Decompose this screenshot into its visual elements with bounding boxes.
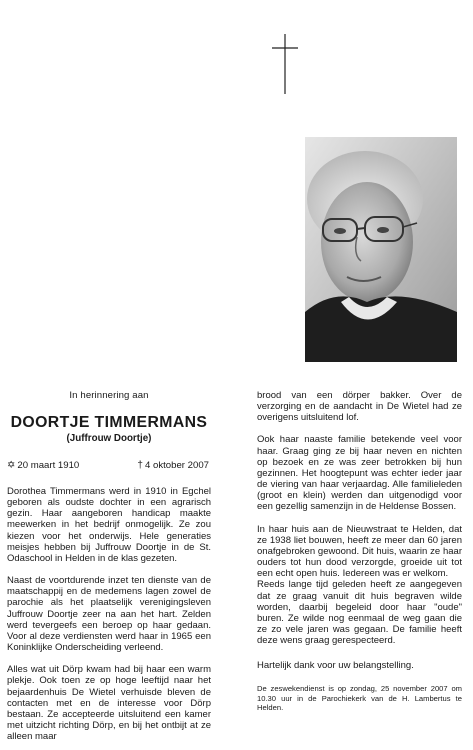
- portrait-image: [305, 137, 457, 362]
- left-column: [7, 390, 211, 742]
- dates-row: [7, 460, 211, 471]
- death-date: [137, 460, 209, 471]
- star-icon: ✡: [7, 460, 16, 471]
- birth-date: [7, 460, 79, 471]
- intro-text: In herinnering aan: [69, 390, 149, 401]
- paragraph: In haar huis aan de Nieuwstraat te Helden, dat ze 1938 liet bouwen, heeft ze meer dan 60 jaren onafgebroken gewoond. Dit huis, waarin ze haar ouders tot hun dood verzorgde, groeide uit tot een echt open huis. Iedereen was er welkom.: [257, 523, 462, 580]
- death-date-text: 4 oktober 2007: [144, 460, 209, 471]
- nickname: (Juffrouw Doortje): [66, 433, 152, 444]
- right-column: [257, 390, 462, 713]
- paragraph: Dorothea Timmermans werd in 1910 in Egchel geboren als oudste dochter in een agrarisch gezin. Haar aangeboren handicap maakte meewerken in het bedrijf onmogelijk. Ze zou kiezen voor het onderwijs. Hele generaties meisjes hebben bij Juffrouw Doortje in de St. Odaschool in Helden in de klas gezeten.: [7, 486, 211, 564]
- cross-icon: [270, 34, 300, 94]
- paragraph: Reeds lange tijd geleden heeft ze aangegeven dat ze graag vanuit dit huis begraven wilde worden, daarbij begeleid door haar "oude" buren. Ze wilde nog eenmaal de weg gaan die ze zo vele jaren was gegaan. De familie heeft deze wens graag gerespecteerd.: [257, 579, 462, 647]
- deceased-name: DOORTJE TIMMERMANS: [10, 414, 208, 431]
- service-note: De zeswekendienst is op zondag, 25 november 2007 om 10.30 uur in de Parochiekerk van de H. Lambertus te Helden.: [257, 684, 462, 713]
- paragraph: Ook haar naaste familie betekende veel voor haar. Graag ging ze bij haar neven en nichten op bezoek en ze was zeer betrokken bij hun gezinnen. Het hoogtepunt was echter ieder jaar de viering van haar verjaardag. Alle familieleden (groot en klein) werden dan uitgenodigd voor een gezellig samenzijn in de Heldense Bossen.: [257, 434, 462, 513]
- portrait-photo: [305, 137, 457, 362]
- paragraph: Naast de voortdurende inzet ten dienste van de maatschappij en de medemens lagen zowel de parochie als het plaatselijk verenigingsleven Juffrouw Doortje zeer na aan het hart. Zelden werd tevergeefs een beroep op haar gedaan. Voor al deze verdiensten werd haar in 1965 een Koninklijke Onderscheiding verleend.: [7, 575, 211, 654]
- birth-date-text: 20 maart 1910: [17, 460, 80, 471]
- dagger-icon: †: [137, 460, 143, 471]
- thanks-text: Hartelijk dank voor uw belangstelling.: [257, 660, 414, 672]
- paragraph: Alles wat uit Dörp kwam had bij haar een warm plekje. Ook toen ze op hoge leeftijd naar het bejaardenhuis De Wietel verhuisde bleven de contacten met en de interesse voor Dörp bestaan. Ze accepteerde uitsluitend een kamer met uitzicht richting Dörp, en bij het ontbijt at ze alleen maar: [7, 664, 211, 743]
- paragraph: brood van een dörper bakker. Over de verzorging en de aandacht in De Wietel had ze overigens uitsluitend lof.: [257, 390, 462, 424]
